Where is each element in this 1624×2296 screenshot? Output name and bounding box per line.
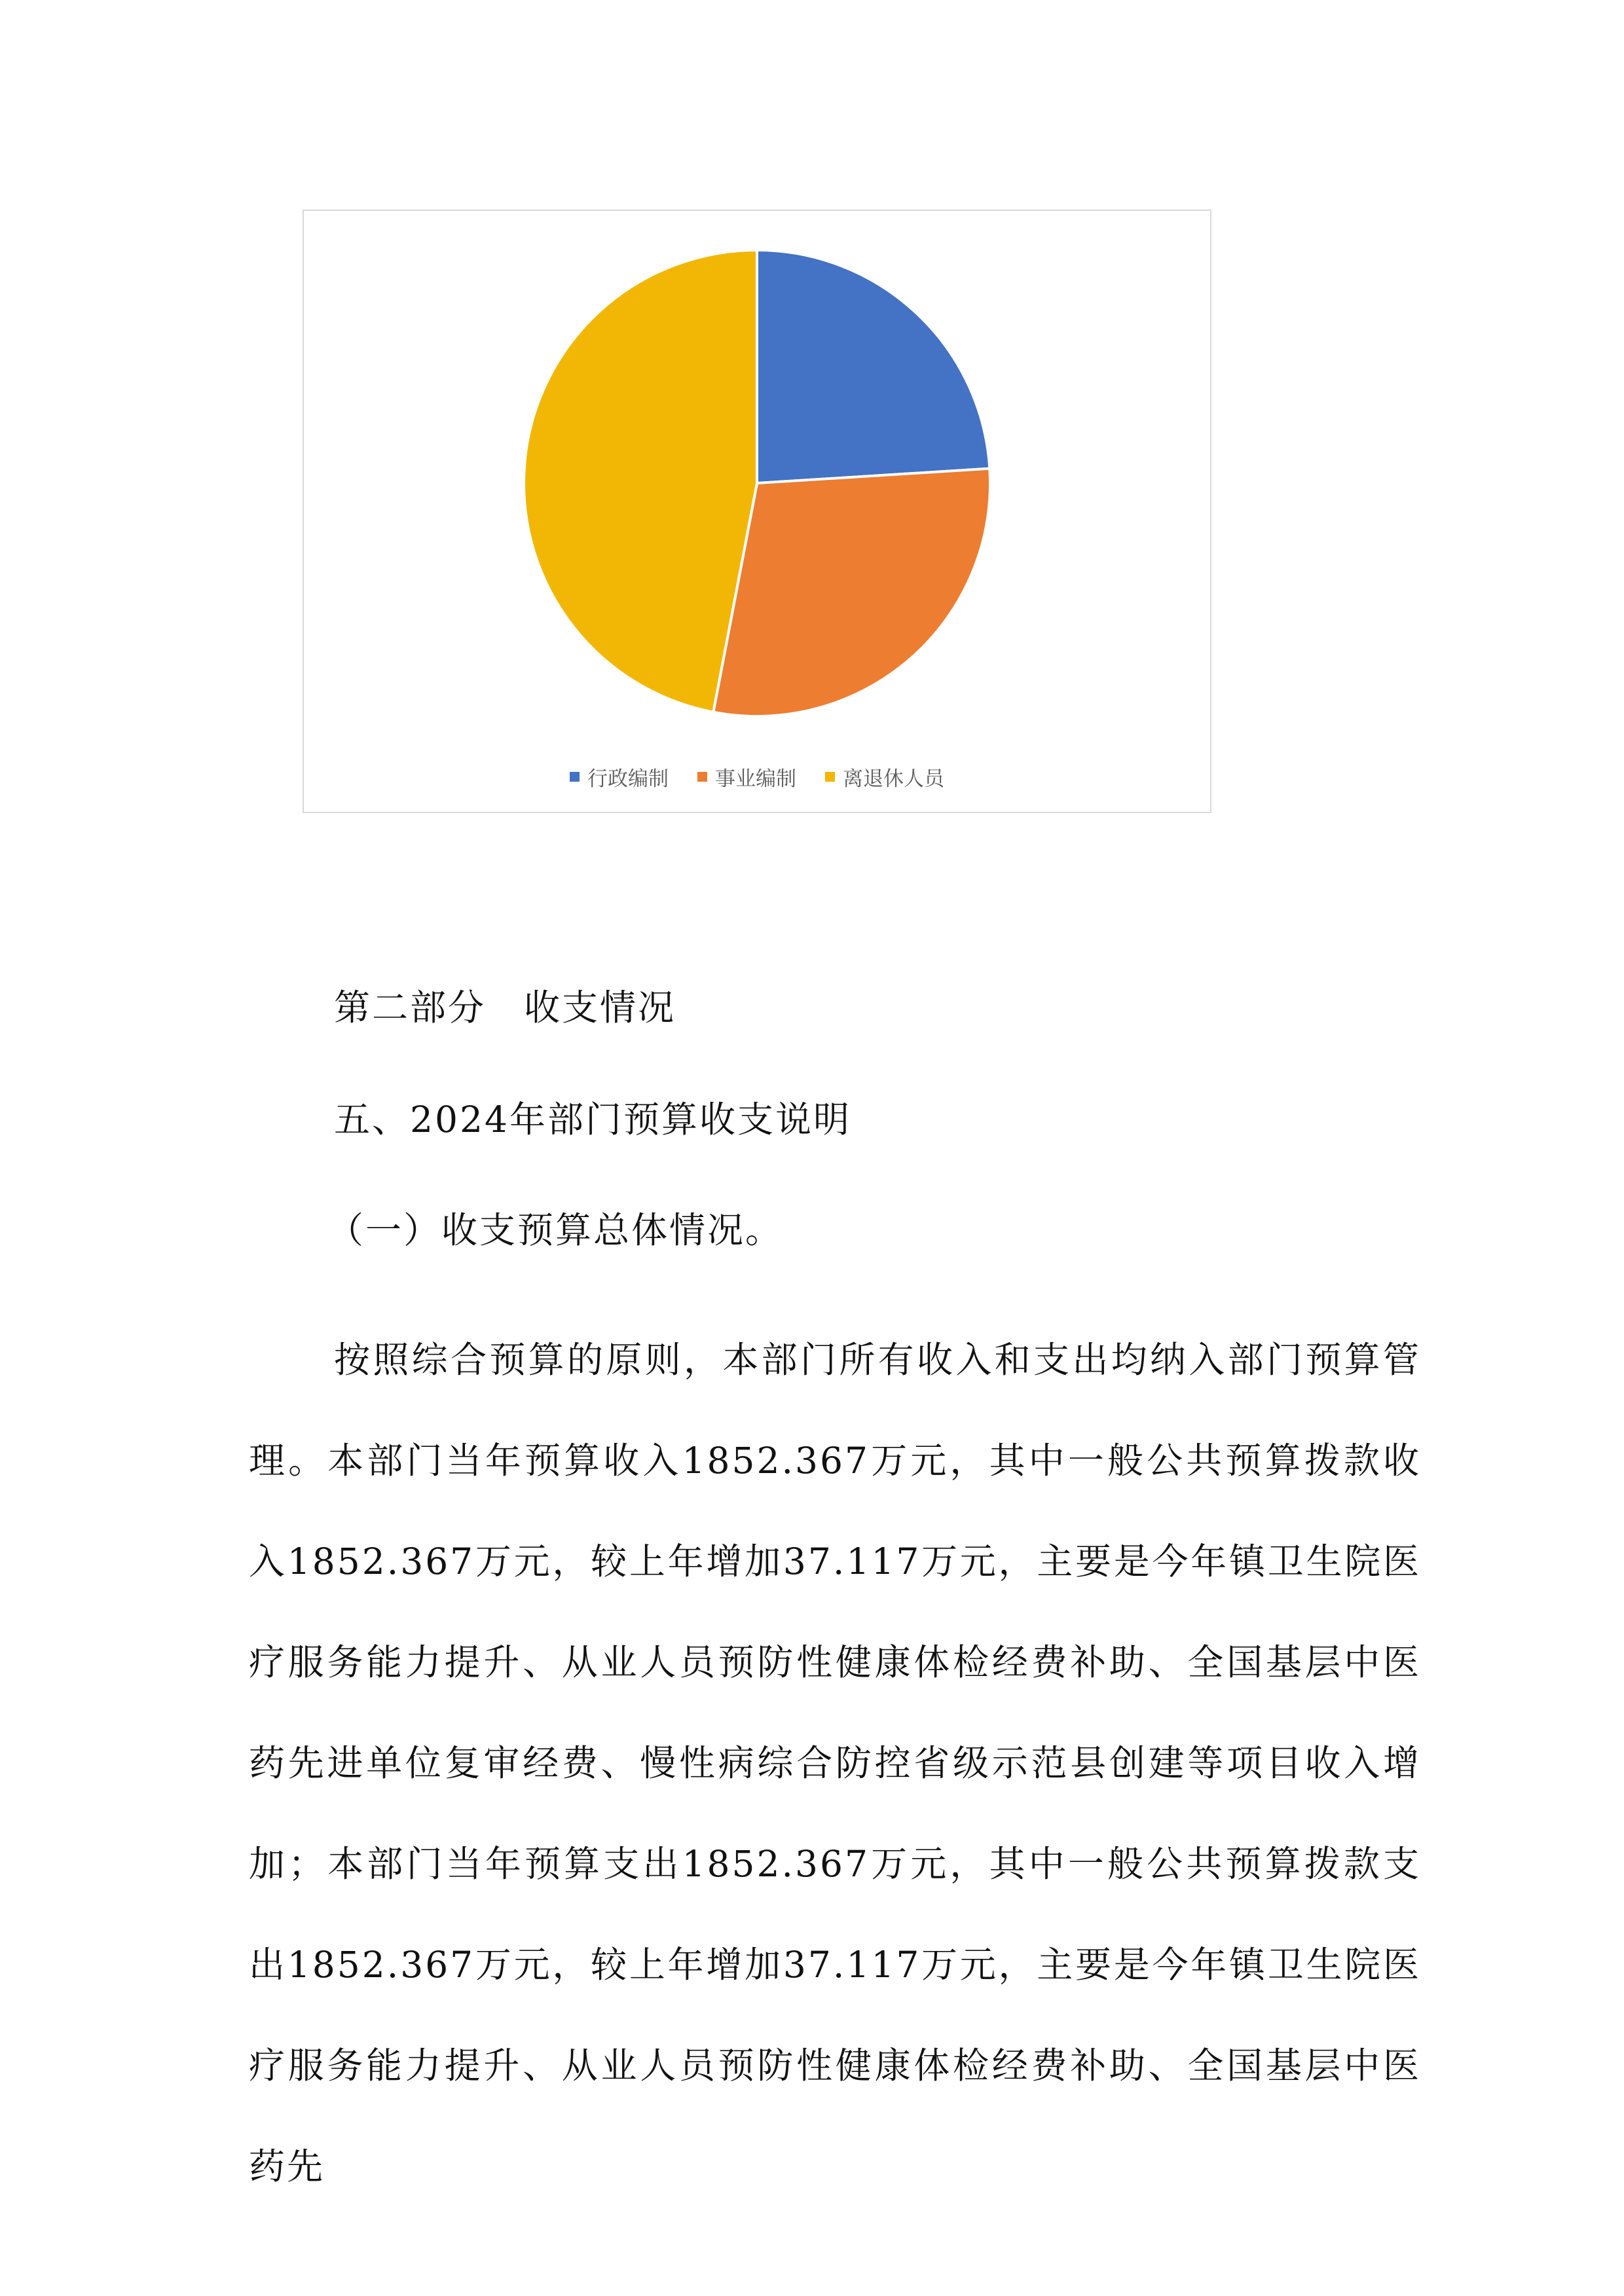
body-paragraph: 按照综合预算的原则，本部门所有收入和支出均纳入部门预算管理。本部门当年预算收入1852.367万元，其中一般公共预算拨款收入1852.367万元，较上年增加37.117万元，主要是今年镇卫生院医疗服务能力提升、从业人员预防性健康体检经费补助、全国基层中医药先进单位复审经费、慢性病综合防控省级示范县创建等项目收入增加；本部门当年预算支出1852.367万元，其中一般公共预算拨款支出1852.367万元，较上年增加37.117万元，主要是今年镇卫生院医疗服务能力提升、从业人员预防性健康体检经费补助、全国基层中医药先 xyxy=(249,1339,1421,2187)
legend-item-0 xyxy=(570,762,669,792)
legend-swatch-2 xyxy=(825,772,835,782)
pie-chart xyxy=(303,210,1211,813)
sub-heading: 五、2024年部门预算收支说明 xyxy=(334,1099,851,1140)
legend-swatch-0 xyxy=(570,772,580,782)
pie-slice-0 xyxy=(757,250,989,483)
chart-legend xyxy=(304,762,1210,792)
legend-swatch-1 xyxy=(697,772,707,782)
pie-slice-2 xyxy=(524,250,757,712)
legend-item-2 xyxy=(825,762,944,792)
legend-label-0: 行政编制 xyxy=(587,767,669,791)
pie-slice-1 xyxy=(713,469,990,716)
sub-sub-heading: （一）收支预算总体情况。 xyxy=(327,1209,784,1251)
legend-label-1: 事业编制 xyxy=(715,767,796,791)
pie-chart-plot xyxy=(304,211,1210,812)
legend-item-1 xyxy=(697,762,796,792)
legend-label-2: 离退休人员 xyxy=(843,767,944,791)
section-heading: 第二部分 收支情况 xyxy=(334,987,676,1029)
